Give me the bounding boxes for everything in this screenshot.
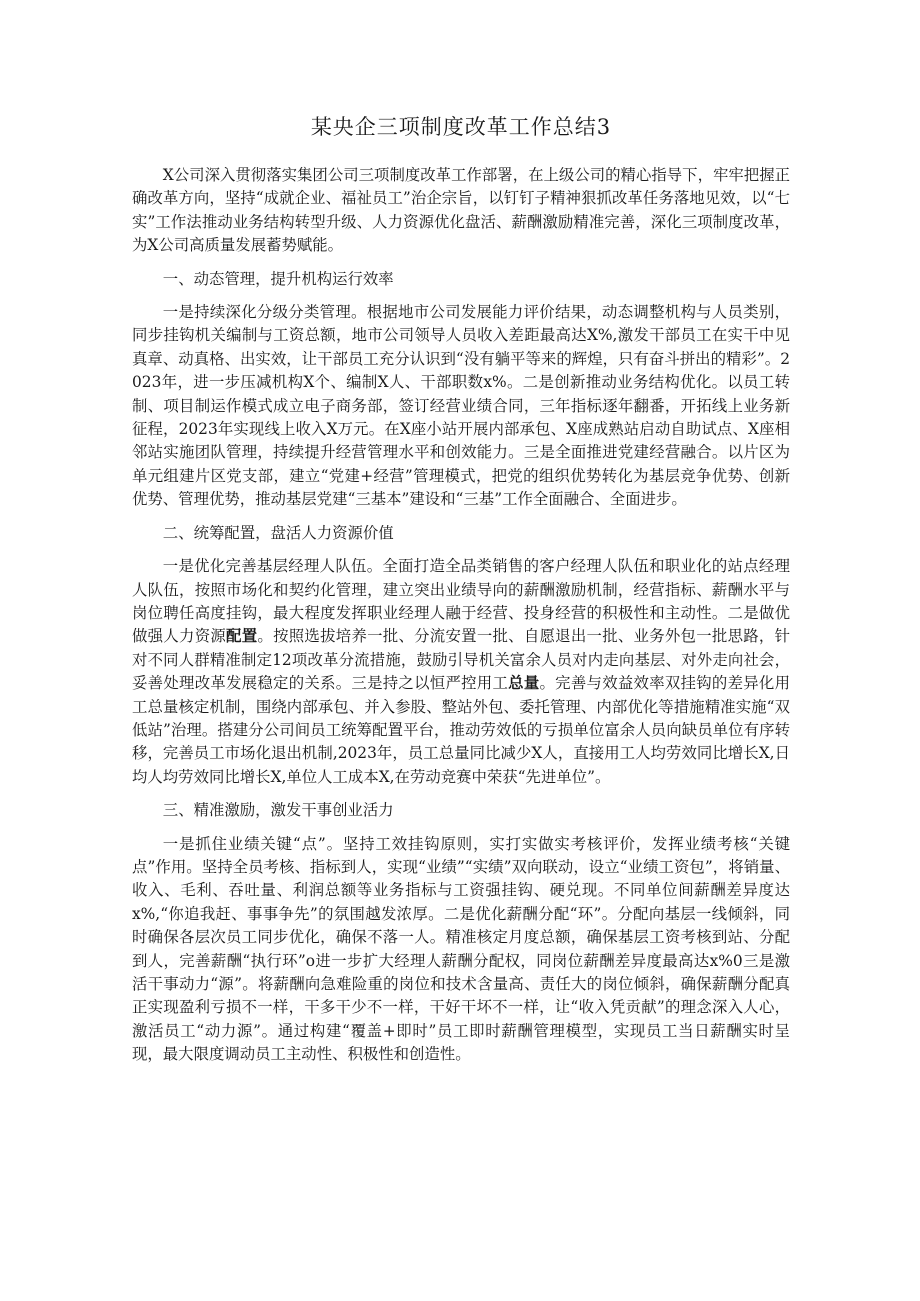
intro-paragraph: X公司深入贯彻落实集团公司三项制度改革工作部署，在上级公司的精心指导下，牢牢把握正确改革方向，坚持“成就企业、福祉员工”治企宗旨，以钉钉子精神狠抓改革任务落地见效，以“七实”工作法推动业务结构转型升级、人力资源优化盘活、薪酬激励精准完善，深化三项制度改革，为X公司高质量发展蓄势赋能。 xyxy=(132,166,790,255)
document-title: 某央企三项制度改革工作总结3 xyxy=(310,115,612,139)
section-3-heading: 三、精准激励，激发干事创业活力 xyxy=(162,801,394,820)
section-3-body: 一是抓住业绩关键“点”。坚持工效挂钩原则，实打实做实考核评价，发挥业绩考核“关键点”作用。坚持全员考核、指标到人，实现“业绩”“实绩”双向联动，设立“业绩工资包”，将销量、收入、毛利、吞吐量、利润总额等业务指标与工资强挂钩、硬兑现。不同单位间薪酬差异度达x%,“你追我赶、事事争先”的氛围越发浓厚。二是优化薪酬分配“环”。分配向基层一线倾斜，同时确保各层次员工同步优化，确保不落一人。精准核定月度总额，确保基层工资考核到站、分配到人，完善薪酬“执行环”o进一步扩大经理人薪酬分配权，同岗位薪酬差异度最高达x%0三是激活干事动力“源”。将薪酬向急难险重的岗位和技术含量高、责任大的岗位倾斜，确保薪酬分配真正实现盈利亏损不一样，干多干少不一样，干好干坏不一样，让“收入凭贡献”的理念深入人心，激活员工“动力源”。通过构建“覆盖+即时”员工即时薪酬管理模型，实现员工当日薪酬实时呈现，最大限度调动员工主动性、积极性和创造性。 xyxy=(132,834,790,1064)
section-2-heading: 二、统筹配置，盘活人力资源价值 xyxy=(162,523,394,542)
section-2-body-part-e: 。完善与效益效率双挂钩的差异化用工总量核定机制，围绕内部承包、并入参股、整站外包、委托管理、内部优化等措施精准实施“双低站”治理。搭建分公司间员工统筹配置平台，推动劳效低的亏损单位富余人员向缺员单位有序转移，完善员工市场化退出机制,2023年，员工总量同比减少X人，直接用工人均劳效同比增长X,日均人均劳效同比增长X,单位人工成本X,在劳动竞赛中荣获“先进单位”。 xyxy=(132,674,790,786)
section-1-heading: 一、动态管理，提升机构运行效率 xyxy=(162,269,394,288)
document-page xyxy=(132,112,790,1077)
section-2-body-part-a: 一是优化完善基层经理人队伍。全面打造全品类销售的客户经理人队伍和职业化的站点经理人队伍，按照市场化和契约化管理，建立突出业绩导向的薪酬激励机制，经营指标、薪酬水平与岗位聘任高度挂钩，最大程度发挥职业经理人融于经营、投身经营的积极性和主动性。二是做优做强人力资源 xyxy=(132,557,790,646)
section-2-body-part-c: 。按照选拔培养一批、分流安置一批、自愿退出一批、业务外包一批思路，针对不同人群精准制定12项改革分流措施，鼓励引导机关富余人员对内走向基层、对外走向社会，妥善处理改革发展稳定的关系。三是持之以恒严控用工 xyxy=(132,627,790,693)
section-1-body: 一是持续深化分级分类管理。根据地市公司发展能力评价结果，动态调整机构与人员类别，同步挂钩机关编制与工资总额，地市公司领导人员收入差距最高达X%,激发干部员工在实干中见真章、动真格、出实效，让干部员工充分认识到“没有躺平等来的辉煌，只有奋斗拼出的精彩”。2023年，进一步压减机构X个、编制X人、干部职数x%。二是创新推动业务结构优化。以员工转制、项目制运作模式成立电子商务部，签订经营业绩合同，三年指标逐年翻番，开拓线上业务新征程，2023年实现线上收入X万元。在X座小站开展内部承包、X座成熟站启动自助试点、X座相邻站实施团队管理，持续提升经营管理水平和创效能力。三是全面推进党建经营融合。以片区为单元组建片区党支部，建立“党建+经营”管理模式，把党的组织优势转化为基层竞争优势、创新优势、管理优势，推动基层党建“三基本”建设和“三基”工作全面融合、全面进步。 xyxy=(132,303,790,509)
section-2-body xyxy=(132,555,790,789)
section-2-bold-zongliang: 总量 xyxy=(508,674,540,693)
section-2-bold-peizhi: 配置 xyxy=(226,627,258,646)
